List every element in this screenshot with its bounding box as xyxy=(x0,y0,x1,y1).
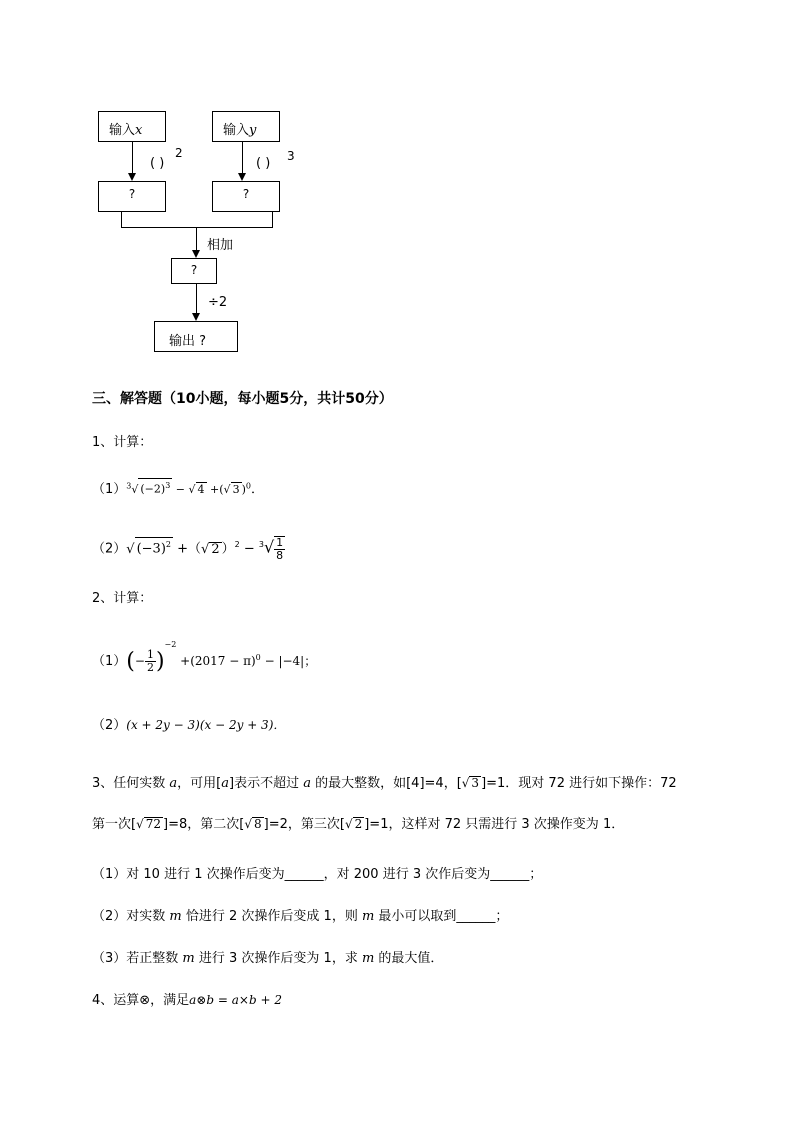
problem-4: 4、运算⊗，满足a⊗b = a×b + 2 xyxy=(92,993,282,1008)
sqrt2-radicand: 2 xyxy=(211,541,220,557)
input-y-label: 输入 xyxy=(223,123,250,138)
cube-operation xyxy=(256,156,270,171)
part-label: （1） xyxy=(92,654,127,669)
fraction-one-eighth: $\frac{1}{8}$ xyxy=(276,536,284,562)
add-label: 相加 xyxy=(207,238,234,253)
part-label: （2） xyxy=(92,718,127,733)
sum-box xyxy=(171,258,217,284)
sqrt-radicand: $(-3)^2$ xyxy=(135,537,173,555)
input-y-box xyxy=(212,111,280,142)
cbrt-radicand: $(-2)^3$ xyxy=(138,478,172,496)
section-heading: 三、解答题（10小题，每小题5分，共计50分） xyxy=(92,391,393,407)
expression: (x + 2y − 3)(x − 2y + 3)． xyxy=(126,718,286,732)
sqrt-radicand: 4 xyxy=(197,483,205,496)
output-label: 输出 ? xyxy=(169,334,207,349)
fraction-one-half: $\frac{1}{2}$ xyxy=(146,648,154,674)
sqrt3-radicand: 3 xyxy=(232,483,240,496)
problem-1-part-1: $(1)^3√$ $(-2)^3$ − √ 4 +(√ 3 )$^0$． xyxy=(92,478,264,497)
square-exponent: 2 xyxy=(175,146,183,160)
arrow-div-down xyxy=(192,313,200,321)
input-x-box xyxy=(98,111,166,142)
arrow-x-down xyxy=(128,173,136,181)
part-label: （1） xyxy=(92,482,127,497)
cube-exponent: 3 xyxy=(287,149,295,163)
problem-3-line-2: 第一次[√ 72 ]=8，第二次[√ 8 ]=2，第三次[√ 2 ]=1，这样对 72 只需进行 3 次操作变为 1． xyxy=(92,817,625,832)
cbrt-index: 3 xyxy=(258,540,264,550)
part-label: （2） xyxy=(92,541,127,557)
connector-x-down xyxy=(132,142,133,174)
square-result-unknown: ? xyxy=(128,187,136,201)
problem-1-title: 1、计算： xyxy=(92,435,153,450)
problem-2-part-1: （1）(− $\frac{1}{2}$ )$^{-2} +(2017 - \pi)^0 - |-4|$； xyxy=(92,640,317,674)
problem-3-question-3: （3）若正整数 m 进行 3 次操作后变为 1，求 m 的最大值． xyxy=(92,951,444,966)
problem-2-title: 2、计算： xyxy=(92,591,153,606)
connector-sum-down xyxy=(196,227,197,250)
problem-1-part-2: （2）√ $(-3)^2$ +（√ 2 ）$^2$ − $^3$√ $\frac{1}{8}$ xyxy=(92,536,284,562)
cbrt-index: 3 xyxy=(126,481,132,491)
input-y-var: y xyxy=(249,123,257,138)
arrow-y-down xyxy=(238,173,246,181)
connector-div-down xyxy=(196,284,197,313)
arrow-sum-down xyxy=(192,250,200,258)
input-x-label: 输入 xyxy=(109,123,136,138)
operation-definition: a⊗b = a×b + 2 xyxy=(189,993,282,1007)
divide-label: ÷2 xyxy=(208,295,228,310)
square-parens: ( ) xyxy=(150,156,165,171)
connector-join xyxy=(121,227,273,228)
connector-y-down xyxy=(242,142,243,174)
problem-3-line-1: 3、任何实数 a，可用[a]表示不超过 a 的最大整数，如[4]=4，[√ 3 ]=1．现对 72 进行如下操作：72 xyxy=(92,776,677,791)
problem-3-question-2: （2）对实数 m 恰进行 2 次操作后变成 1，则 m 最小可以取到______； xyxy=(92,909,509,924)
connector-left-down xyxy=(121,212,122,228)
connector-right-down xyxy=(272,212,273,228)
problem-3-question-1: （1）对 10 进行 1 次操作后变为______，对 200 进行 3 次作后变为______； xyxy=(92,867,543,882)
sum-unknown: ? xyxy=(190,263,198,277)
output-box xyxy=(154,321,238,352)
problem-2-part-2 xyxy=(92,714,285,733)
cube-parens: ( ) xyxy=(256,156,271,171)
square-operation xyxy=(150,156,164,171)
input-x-var: x xyxy=(135,123,143,138)
cube-result-unknown: ? xyxy=(242,187,250,201)
cube-result-box xyxy=(212,181,280,212)
square-result-box xyxy=(98,181,166,212)
